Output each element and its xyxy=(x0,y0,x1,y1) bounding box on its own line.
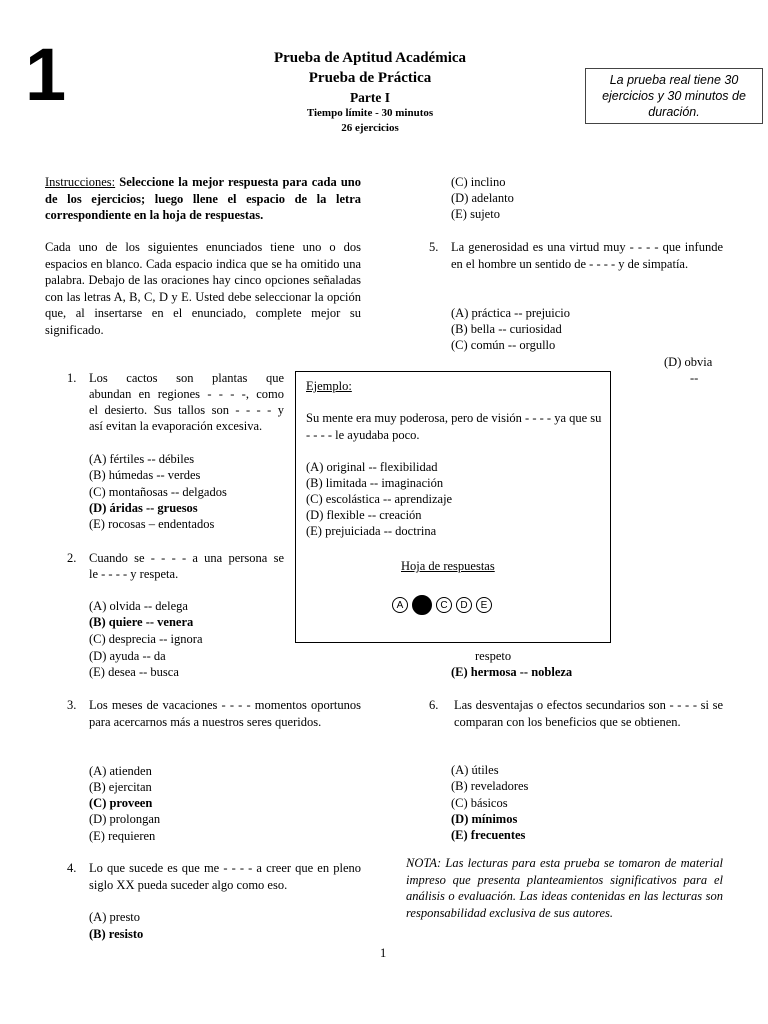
q1-option-a: (A) fértiles -- débiles xyxy=(89,452,195,466)
q2-line-2: le - - - - y respeta. xyxy=(89,567,179,581)
instructions-bold-text: Seleccione la mejor respuesta para cada uno de los ejercicios; luego llene el espacio de la letra correspondiente en la hoja de respuestas. xyxy=(45,175,361,222)
q2-line-1: Cuando se - - - - a una persona se xyxy=(89,551,284,565)
example-option-b: (B) limitada -- imaginación xyxy=(306,476,444,490)
q2-option-c: (C) desprecia -- ignora xyxy=(89,632,203,646)
q5-option-a: (A) práctica -- prejuicio xyxy=(451,306,571,320)
example-option-c: (C) escolástica -- aprendizaje xyxy=(306,492,453,506)
q1-option-b: (B) húmedas -- verdes xyxy=(89,468,201,482)
q6-text: Las desventajas o efectos secundarios son - - - - si se comparan con los beneficios que se obtienen. xyxy=(454,698,723,729)
q5-option-b: (B) bella -- curiosidad xyxy=(451,322,562,336)
q3-number: 3. xyxy=(67,698,77,712)
instructions-label: Instrucciones: xyxy=(45,175,116,189)
part-label: Parte I xyxy=(349,90,391,105)
bubble-d: D xyxy=(456,597,472,613)
test-subtitle: Prueba de Práctica xyxy=(308,70,432,86)
q3-text: Los meses de vacaciones - - - - momentos oportunos para acercarnos más a nuestros seres queridos. xyxy=(89,698,361,729)
q6-option-e: (E) frecuentes xyxy=(451,828,526,842)
q3-option-e: (E) requieren xyxy=(89,829,156,843)
q1-line-3: el desierto. Sus tallos son - - - - y xyxy=(89,403,284,417)
q3-option-c: (C) proveen xyxy=(89,796,153,810)
q4-number: 4. xyxy=(67,861,77,875)
q6-number: 6. xyxy=(429,698,439,712)
q6-option-d: (D) mínimos xyxy=(451,812,518,826)
section-number: 1 xyxy=(25,33,67,116)
q1-line-2: abundan en regiones - - - -, como xyxy=(89,387,284,401)
answer-bubbles xyxy=(392,595,492,615)
q1-line-1: Los cactos son plantas que xyxy=(89,371,284,385)
q1-option-c: (C) montañosas -- delgados xyxy=(89,485,227,499)
instructions-paragraph: Cada uno de los siguientes enunciados tiene uno o dos espacios en blanco. Cada espacio indica que se ha omitido una palabra. Debajo de las oraciones hay cinco opciones señaladas con las letras A, B, C, D y E. Usted debe seleccionar la opción que, al insertarse en el enunciado, complete mejor su significado. xyxy=(45,240,361,337)
q5-option-d-part2: -- xyxy=(690,371,699,385)
q5-text: La generosidad es una virtud muy - - - - que infunde en el hombre un sentido de - - - - y de simpatía. xyxy=(451,240,723,271)
example-box xyxy=(295,371,611,643)
q4-option-d: (D) adelanto xyxy=(451,191,514,205)
bubble-a: A xyxy=(392,597,408,613)
page-number: 1 xyxy=(380,946,387,960)
example-title: Ejemplo: xyxy=(306,379,352,393)
q1-line-4: así evitan la evaporación excesiva. xyxy=(89,419,263,433)
q5-option-d-part1: (D) obvia xyxy=(664,355,713,369)
q4-option-b: (B) resisto xyxy=(89,927,144,941)
exercise-count: 26 ejercicios xyxy=(341,122,399,134)
nota-paragraph xyxy=(406,855,723,921)
q5-option-c: (C) común -- orgullo xyxy=(451,338,556,352)
q2-option-a: (A) olvida -- delega xyxy=(89,599,188,613)
bubble-c: C xyxy=(436,597,452,613)
test-title: Prueba de Aptitud Académica xyxy=(273,50,467,66)
q1-option-d: (D) áridas -- gruesos xyxy=(89,501,198,515)
bubble-b-filled xyxy=(412,595,432,615)
nota-text: Las lecturas para esta prueba se tomaron de material impreso que presenta planteamientos significativos para el análisis o evaluación. Las ideas contenidas en las lecturas son responsabilidad exclusiva de sus autores. xyxy=(406,856,723,920)
q3-option-a: (A) atienden xyxy=(89,764,152,778)
q1-number: 1. xyxy=(67,371,77,385)
q2-option-d: (D) ayuda -- da xyxy=(89,649,166,663)
q5-number: 5. xyxy=(429,240,439,254)
q4-option-e: (E) sujeto xyxy=(451,207,500,221)
q6-option-a: (A) útiles xyxy=(451,763,499,777)
q5-option-d-part3: respeto xyxy=(475,649,512,663)
duration-note-box xyxy=(585,68,763,124)
example-option-a: (A) original -- flexibilidad xyxy=(306,460,438,474)
q4-option-c: (C) inclino xyxy=(451,175,506,189)
q2-number: 2. xyxy=(67,551,77,565)
time-limit: Tiempo límite - 30 minutos xyxy=(306,107,434,119)
duration-note-text: La prueba real tiene 30 ejercicios y 30 minutos de duración. xyxy=(602,72,746,120)
q3-option-b: (B) ejercitan xyxy=(89,780,152,794)
q4-option-a: (A) presto xyxy=(89,910,141,924)
instructions xyxy=(45,174,361,224)
answer-sheet-label: Hoja de respuestas xyxy=(401,559,495,573)
q1-option-e: (E) rocosas – endentados xyxy=(89,517,215,531)
example-option-e: (E) prejuiciada -- doctrina xyxy=(306,524,437,538)
q6-option-c: (C) básicos xyxy=(451,796,508,810)
q5-option-e: (E) hermosa -- nobleza xyxy=(451,665,573,679)
nota-label: NOTA: xyxy=(406,856,442,870)
q4-text: Lo que sucede es que me - - - - a creer que en pleno siglo XX pueda suceder algo como eso. xyxy=(89,861,361,892)
bubble-e: E xyxy=(476,597,492,613)
example-option-d: (D) flexible -- creación xyxy=(306,508,422,522)
example-text: Su mente era muy poderosa, pero de visión - - - - ya que su - - - - le ayudaba poco. xyxy=(306,411,602,442)
q3-option-d: (D) prolongan xyxy=(89,812,161,826)
q6-option-b: (B) reveladores xyxy=(451,779,529,793)
q2-option-e: (E) desea -- busca xyxy=(89,665,179,679)
q2-option-b: (B) quiere -- venera xyxy=(89,615,194,629)
